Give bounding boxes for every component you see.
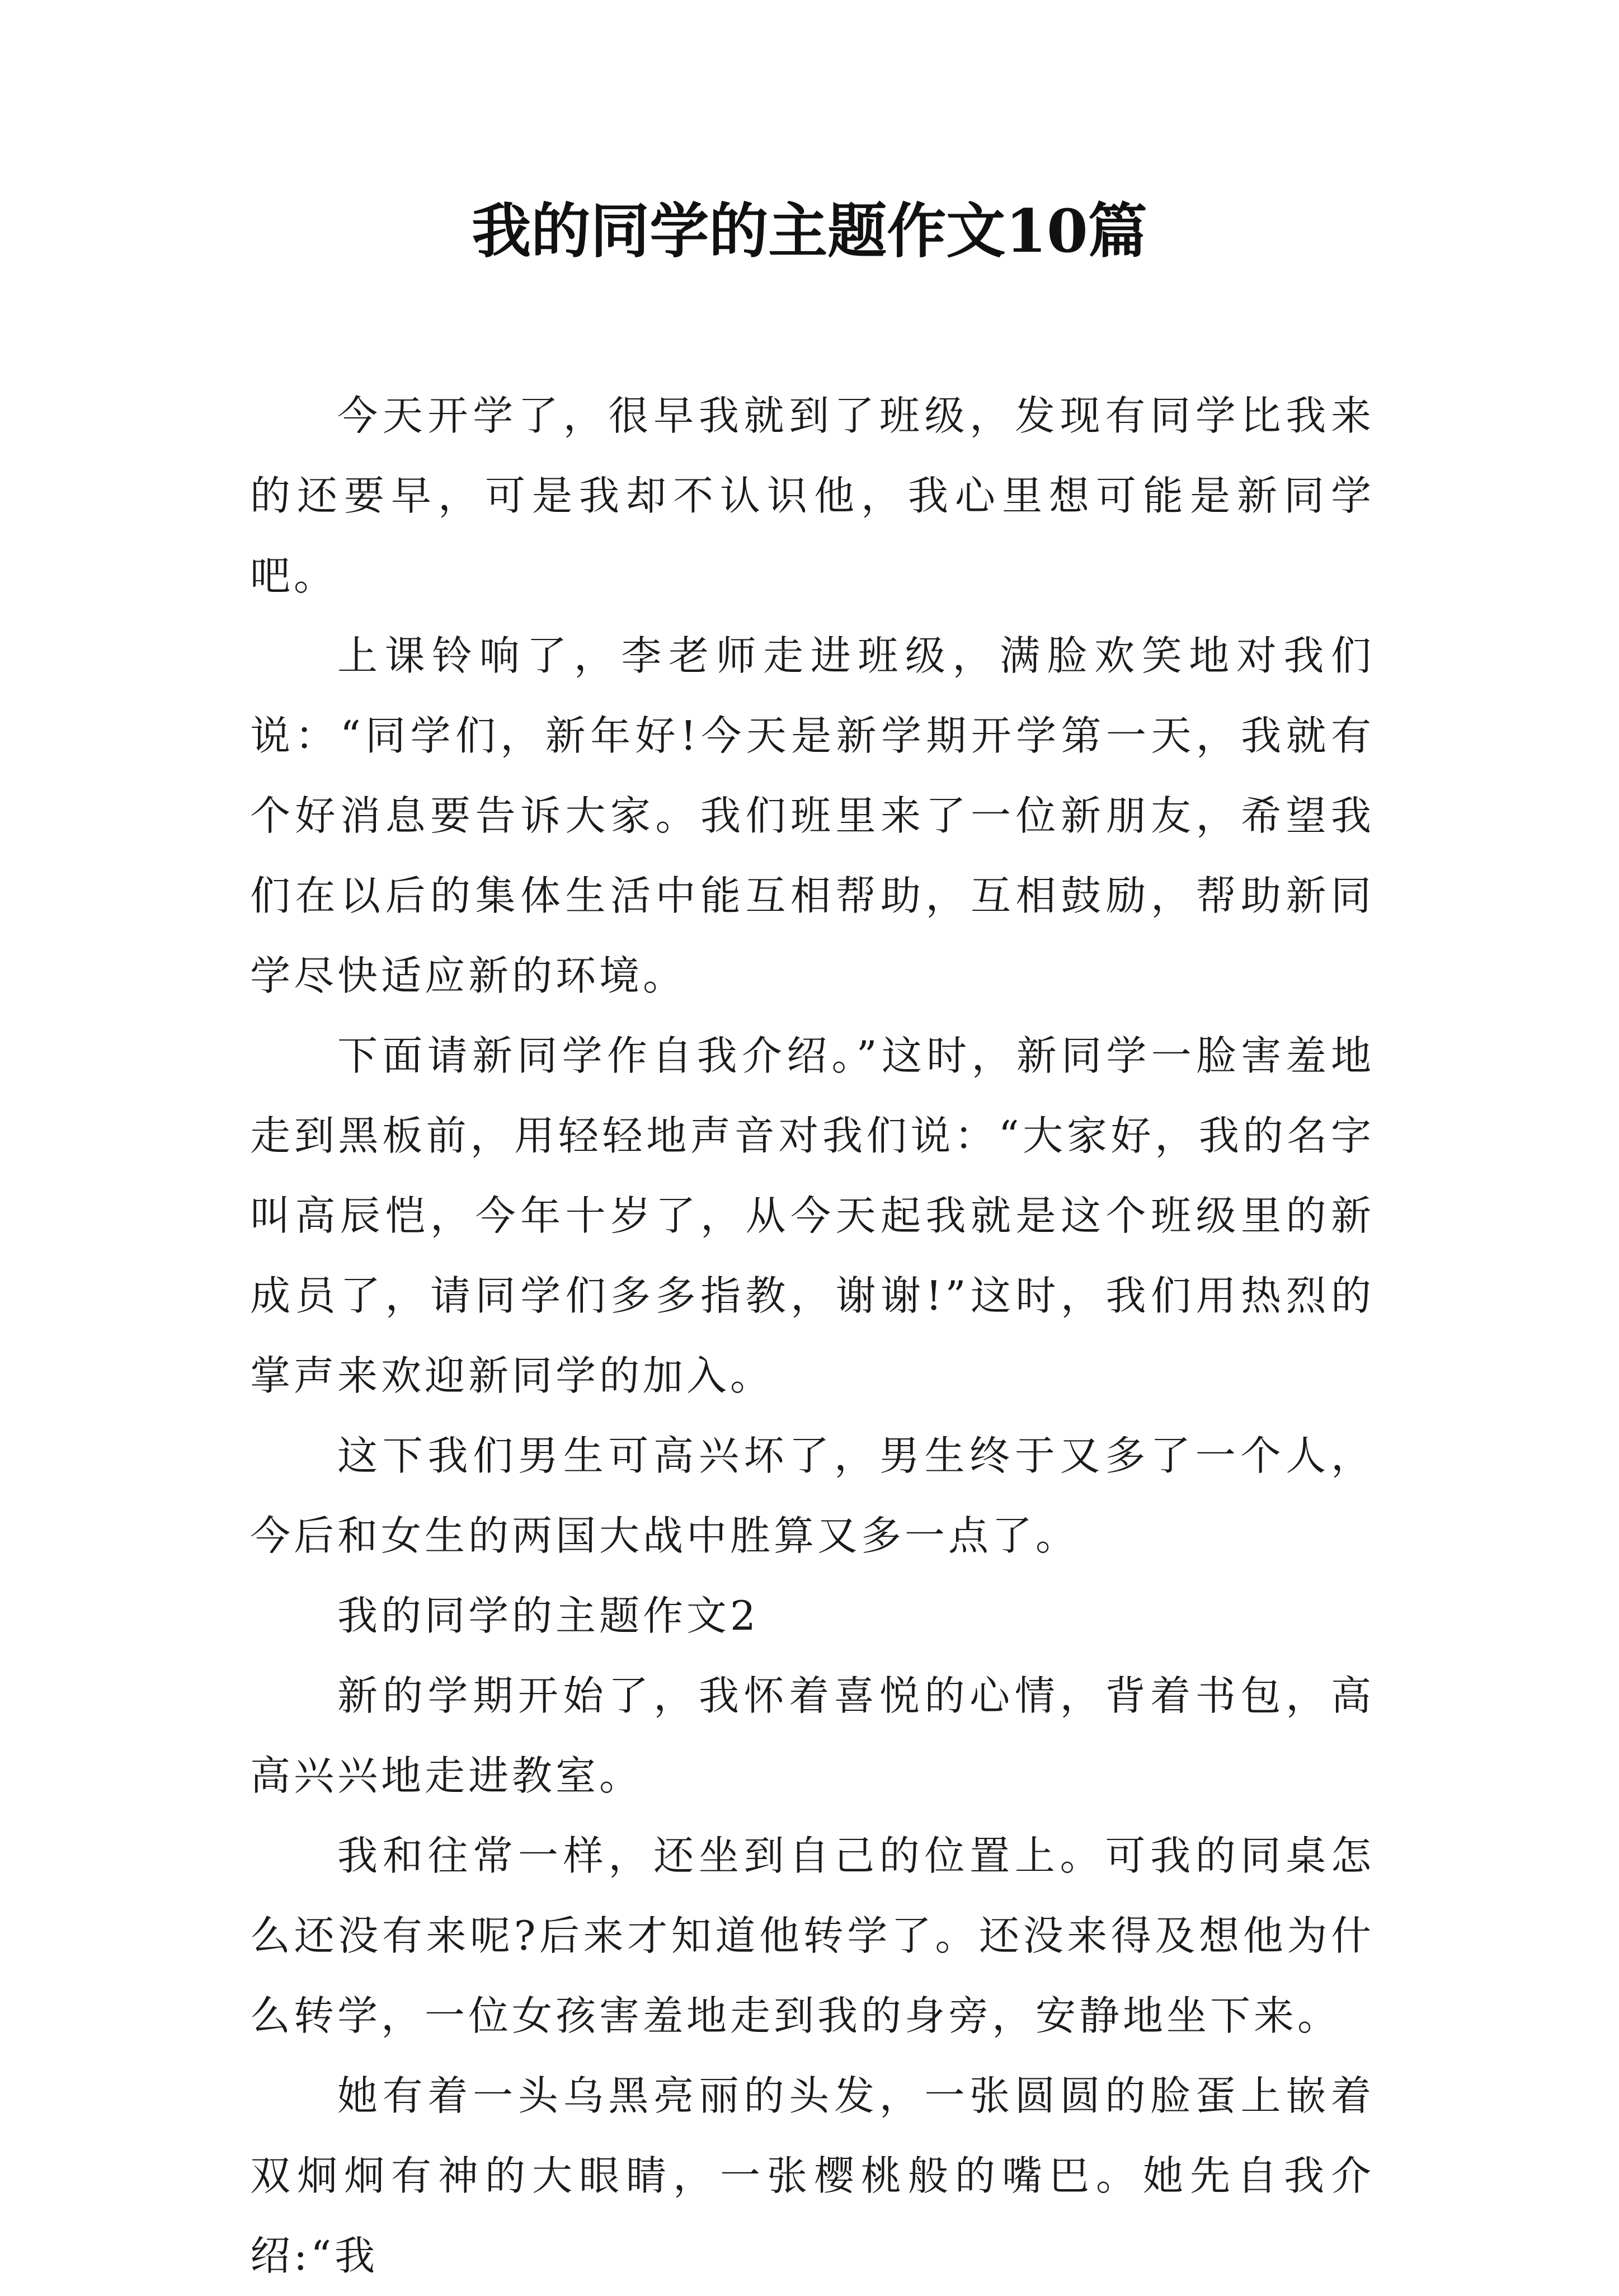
paragraph-5: 新的学期开始了，我怀着喜悦的心情，背着书包，高高兴兴地走进教室。	[250, 1672, 1375, 1799]
document-body	[250, 376, 1375, 2296]
paragraph-4: 这下我们男生可高兴坏了，男生终于又多了一个人，今后和女生的两国大战中胜算又多一点了。	[250, 1432, 1375, 1559]
paragraph-7: 她有着一头乌黑亮丽的头发，一张圆圆的脸蛋上嵌着双炯炯有神的大眼睛，一张樱桃般的嘴巴。她先自我介绍:“我	[250, 2072, 1375, 2279]
paragraph-2: 上课铃响了，李老师走进班级，满脸欢笑地对我们说：“同学们，新年好!今天是新学期开学第一天，我就有个好消息要告诉大家。我们班里来了一位新朋友，希望我们在以后的集体生活中能互相帮助，互相鼓励，帮助新同学尽快适应新的环境。	[250, 632, 1375, 999]
paragraph-3: 下面请新同学作自我介绍。”这时，新同学一脸害羞地走到黑板前，用轻轻地声音对我们说：“大家好，我的名字叫高辰恺，今年十岁了，从今天起我就是这个班级里的新成员了，请同学们多多指教，谢谢!”这时，我们用热烈的掌声来欢迎新同学的加入。	[250, 1032, 1375, 1399]
section-heading: 我的同学的主题作文2	[337, 1592, 759, 1639]
paragraph-1: 今天开学了，很早我就到了班级，发现有同学比我来的还要早，可是我却不认识他，我心里想可能是新同学吧。	[250, 392, 1375, 599]
paragraph-6: 我和往常一样，还坐到自己的位置上。可我的同桌怎么还没有来呢?后来才知道他转学了。还没来得及想他为什么转学，一位女孩害羞地走到我的身旁，安静地坐下来。	[250, 1832, 1375, 2039]
document-title: 我的同学的主题作文10篇	[472, 196, 1147, 266]
